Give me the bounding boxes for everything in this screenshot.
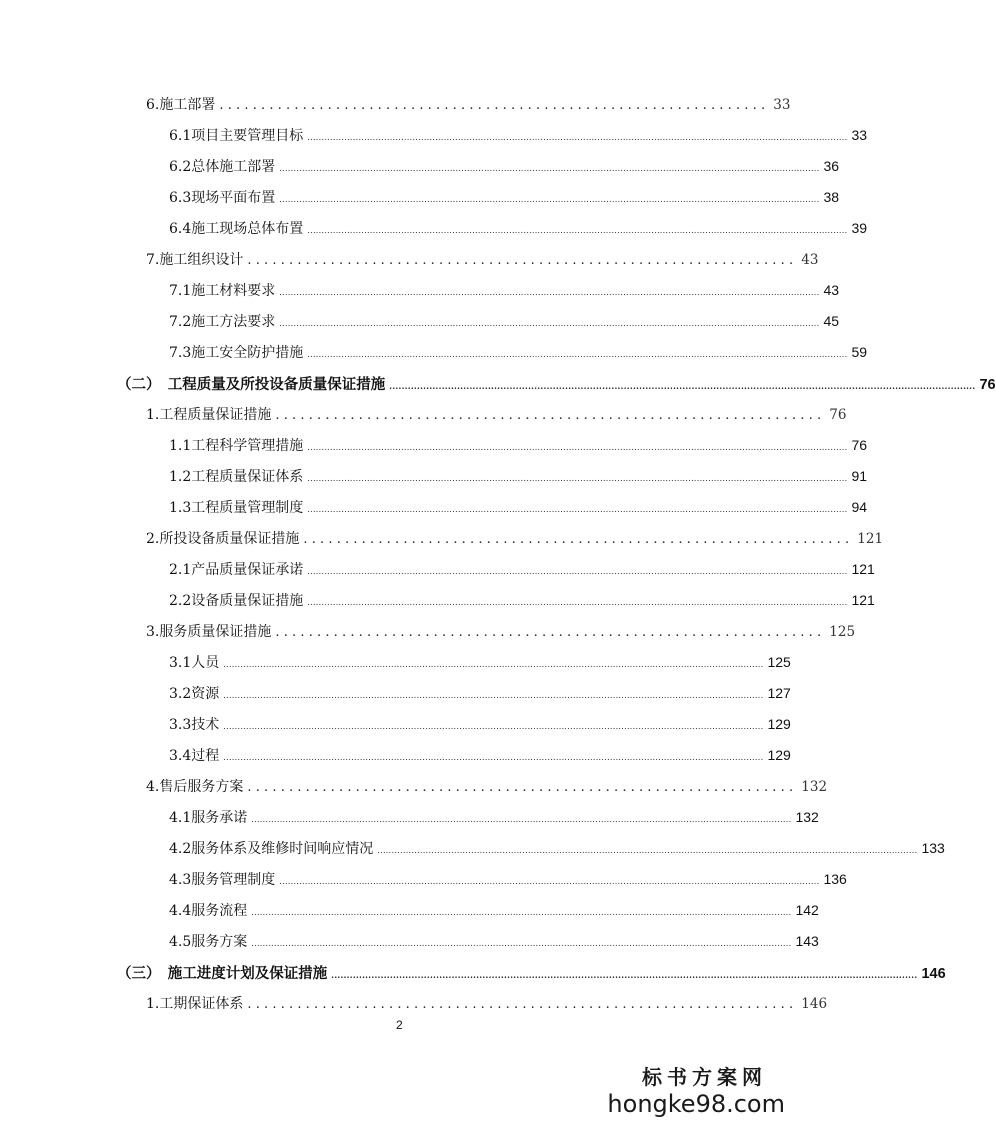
toc-entry-label: 3.4过程 bbox=[169, 748, 220, 764]
toc-entry-page: 45 bbox=[823, 313, 840, 329]
dot-leader: .............................................................................................................................................................................................. bbox=[251, 815, 792, 824]
dot-leader: .............................................................................................................................................................................................. bbox=[279, 164, 820, 173]
dot-leader: .................................................................. bbox=[275, 408, 826, 423]
toc-entry-page: 33 bbox=[851, 127, 868, 143]
toc-entry-label: 7.施工组织设计 bbox=[146, 252, 244, 268]
toc-entry-page: 132 bbox=[801, 779, 828, 795]
toc-entry-label: 2.2设备质量保证措施 bbox=[169, 593, 304, 609]
watermark-name: 标书方案网 bbox=[642, 1065, 767, 1089]
dot-leader: .............................................................................................................................................................................................. bbox=[307, 226, 848, 235]
toc-entry-page: 142 bbox=[795, 902, 819, 918]
dot-leader: .............................................................................................................................................................................................. bbox=[279, 877, 820, 886]
toc-entry-label: 1.工期保证体系 bbox=[146, 996, 244, 1012]
toc-entry[interactable] bbox=[146, 94, 791, 118]
toc-entry-page: 36 bbox=[823, 158, 840, 174]
watermark-url: hongke98.com bbox=[607, 1090, 785, 1118]
toc-entry-page: 43 bbox=[801, 252, 819, 268]
toc-entry-label: 1.3工程质量管理制度 bbox=[169, 500, 304, 516]
toc-entry-page: 132 bbox=[795, 809, 819, 825]
toc-entry-page: 146 bbox=[921, 966, 946, 982]
toc-entry-label: 4.2服务体系及维修时间响应情况 bbox=[169, 841, 374, 857]
toc-entry-label: 7.3施工安全防护措施 bbox=[169, 345, 304, 361]
dot-leader: .............................................................................................................................................................................................. bbox=[223, 660, 764, 669]
toc-entry-label: 6.施工部署 bbox=[146, 97, 216, 113]
dot-leader: .............................................................................................................................................................................................. bbox=[279, 288, 820, 297]
toc-entry[interactable] bbox=[169, 187, 840, 211]
dot-leader: .............................................................................................................................................................................................. bbox=[307, 133, 848, 142]
toc-entry-page: 59 bbox=[851, 344, 868, 360]
dot-leader: .............................................................................................................................................................................................. bbox=[389, 381, 976, 391]
toc-entry[interactable] bbox=[169, 590, 875, 614]
toc-entry-page: 125 bbox=[767, 654, 791, 670]
toc-entry-label: 6.4施工现场总体布置 bbox=[169, 221, 304, 237]
dot-leader: .............................................................................................................................................................................................. bbox=[307, 474, 848, 483]
toc-entry-label: 2.所投设备质量保证措施 bbox=[146, 531, 300, 547]
toc-entry-page: 121 bbox=[851, 592, 875, 608]
toc-entry-label: 7.1施工材料要求 bbox=[169, 283, 276, 299]
toc-entry[interactable] bbox=[169, 342, 868, 366]
toc-entry[interactable] bbox=[169, 745, 791, 769]
toc-entry-label: 1.2工程质量保证体系 bbox=[169, 469, 304, 485]
dot-leader: .................................................................. bbox=[219, 98, 770, 113]
toc-entry[interactable] bbox=[169, 125, 868, 149]
toc-entry-page: 94 bbox=[851, 499, 868, 515]
toc-entry-page: 129 bbox=[767, 747, 791, 763]
dot-leader: .................................................................. bbox=[303, 532, 854, 547]
toc-entry-page: 43 bbox=[823, 282, 840, 298]
toc-entry[interactable] bbox=[169, 714, 791, 738]
toc-entry-label: 4.3服务管理制度 bbox=[169, 872, 276, 888]
toc-entry[interactable] bbox=[169, 931, 819, 955]
toc-entry-label: 3.2资源 bbox=[169, 686, 220, 702]
dot-leader: .............................................................................................................................................................................................. bbox=[279, 319, 820, 328]
toc-entry[interactable] bbox=[169, 497, 868, 521]
dot-leader: .............................................................................................................................................................................................. bbox=[251, 908, 792, 917]
dot-leader: .............................................................................................................................................................................................. bbox=[307, 505, 848, 514]
toc-entry-label: 2.1产品质量保证承诺 bbox=[169, 562, 304, 578]
toc-entry[interactable] bbox=[146, 528, 884, 552]
toc-entry-page: 125 bbox=[829, 624, 856, 640]
toc-entry-label: 4.售后服务方案 bbox=[146, 779, 244, 795]
dot-leader: .............................................................................................................................................................................................. bbox=[307, 443, 848, 452]
toc-entry-label: 1.工程质量保证措施 bbox=[146, 407, 272, 423]
toc-entry-page: 38 bbox=[823, 189, 840, 205]
toc-entry[interactable] bbox=[169, 435, 868, 459]
toc-entry-page: 91 bbox=[851, 468, 868, 484]
dot-leader: .............................................................................................................................................................................................. bbox=[223, 753, 764, 762]
toc-entry-page: 143 bbox=[795, 933, 819, 949]
toc-entry-page: 136 bbox=[823, 871, 847, 887]
dot-leader: .............................................................................................................................................................................................. bbox=[307, 598, 848, 607]
dot-leader: .................................................................. bbox=[247, 997, 798, 1012]
toc-entry[interactable] bbox=[169, 869, 847, 893]
toc-entry-label: 6.2总体施工部署 bbox=[169, 159, 276, 175]
toc-entry[interactable] bbox=[169, 156, 840, 180]
toc-entry[interactable] bbox=[169, 807, 819, 831]
toc-entry[interactable] bbox=[169, 311, 840, 335]
toc-entry-label: （二） 工程质量及所投设备质量保证措施 bbox=[117, 377, 386, 393]
toc-entry[interactable] bbox=[169, 652, 791, 676]
dot-leader: .............................................................................................................................................................................................. bbox=[251, 939, 792, 948]
toc-entry-label: 4.4服务流程 bbox=[169, 903, 248, 919]
dot-leader: .............................................................................................................................................................................................. bbox=[223, 691, 764, 700]
toc-section-heading[interactable] bbox=[117, 962, 946, 986]
toc-entry-page: 39 bbox=[851, 220, 868, 236]
dot-leader: .............................................................................................................................................................................................. bbox=[377, 846, 918, 855]
toc-entry-label: 3.1人员 bbox=[169, 655, 220, 671]
toc-entry-page: 33 bbox=[773, 97, 791, 113]
dot-leader: .................................................................. bbox=[247, 780, 798, 795]
toc-entry-label: 4.5服务方案 bbox=[169, 934, 248, 950]
toc-entry-page: 133 bbox=[921, 840, 945, 856]
toc-entry-page: 76 bbox=[851, 437, 868, 453]
toc-entry-label: （三） 施工进度计划及保证措施 bbox=[117, 966, 328, 982]
toc-entry-page: 146 bbox=[801, 996, 828, 1012]
watermark bbox=[607, 1061, 785, 1118]
toc-entry[interactable] bbox=[146, 621, 856, 645]
toc-entry[interactable] bbox=[169, 466, 868, 490]
toc-entry-page: 129 bbox=[767, 716, 791, 732]
dot-leader: .............................................................................................................................................................................................. bbox=[331, 970, 918, 980]
toc-entry-label: 3.3技术 bbox=[169, 717, 220, 733]
toc-entry[interactable] bbox=[169, 280, 840, 304]
toc-entry-label: 3.服务质量保证措施 bbox=[146, 624, 272, 640]
toc-entry[interactable] bbox=[169, 838, 945, 862]
toc-entry[interactable] bbox=[146, 993, 828, 1017]
toc-entry-page: 127 bbox=[767, 685, 791, 701]
dot-leader: .............................................................................................................................................................................................. bbox=[307, 350, 848, 359]
toc-entry[interactable] bbox=[146, 776, 828, 800]
toc-entry-label: 4.1服务承诺 bbox=[169, 810, 248, 826]
toc-entry-page: 121 bbox=[857, 531, 884, 547]
toc-entry-label: 6.1项目主要管理目标 bbox=[169, 128, 304, 144]
dot-leader: .................................................................. bbox=[275, 625, 826, 640]
toc-entry-page: 76 bbox=[979, 377, 996, 393]
toc-entry[interactable] bbox=[146, 249, 819, 273]
toc-entry-label: 6.3现场平面布置 bbox=[169, 190, 276, 206]
dot-leader: .................................................................. bbox=[247, 253, 798, 268]
dot-leader: .............................................................................................................................................................................................. bbox=[279, 195, 820, 204]
toc-section-heading[interactable] bbox=[117, 373, 996, 397]
toc-entry[interactable] bbox=[169, 218, 868, 242]
toc-entry-page: 76 bbox=[829, 407, 847, 423]
toc-entry[interactable] bbox=[169, 683, 791, 707]
dot-leader: .............................................................................................................................................................................................. bbox=[223, 722, 764, 731]
toc-entry-label: 7.2施工方法要求 bbox=[169, 314, 276, 330]
toc-entry-label: 1.1工程科学管理措施 bbox=[169, 438, 304, 454]
toc-entry[interactable] bbox=[146, 404, 847, 428]
toc-entry[interactable] bbox=[169, 559, 875, 583]
toc-entry-page: 121 bbox=[851, 561, 875, 577]
dot-leader: .............................................................................................................................................................................................. bbox=[307, 567, 848, 576]
page-number: 2 bbox=[396, 1018, 403, 1032]
toc-entry[interactable] bbox=[169, 900, 819, 924]
